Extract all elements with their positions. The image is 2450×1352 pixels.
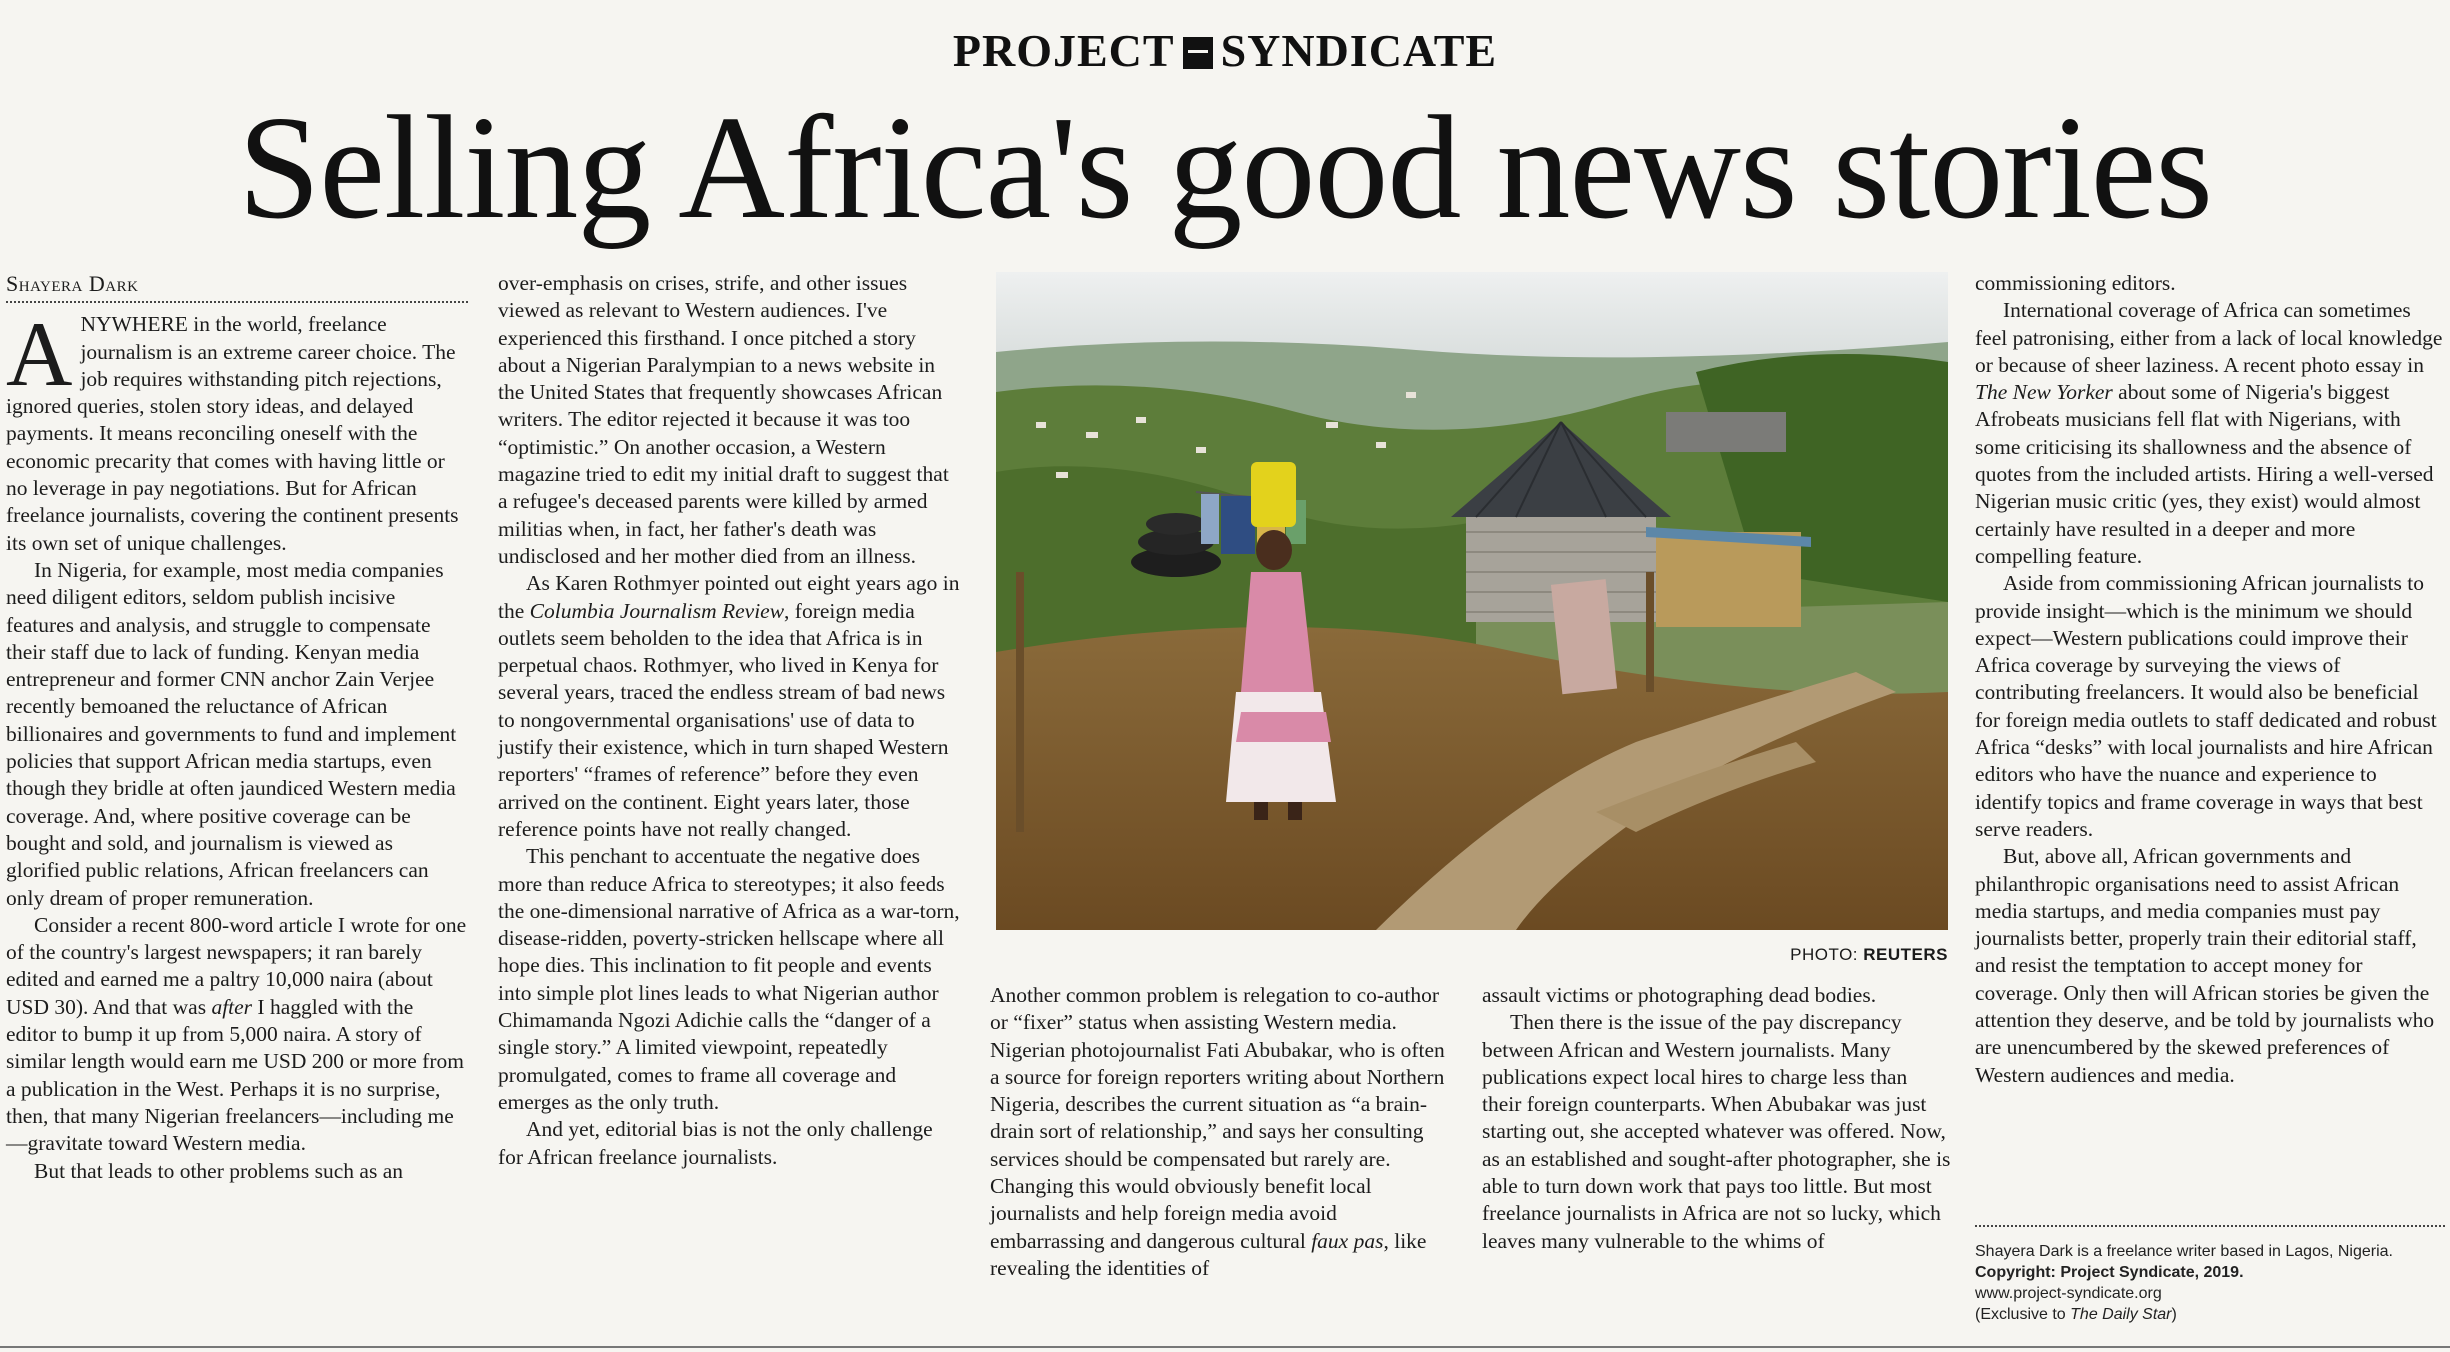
paragraph: And yet, editorial bias is not the only challenge for African freelance journalists.	[498, 1117, 933, 1169]
article-column-2	[498, 270, 963, 1171]
paragraph-text: International coverage of Africa can sometimes feel patronising, either from a lack of local knowledge or because of sheer laziness. A recent photo essay in	[1975, 298, 2443, 377]
paragraph-text: Consider a recent 800-word article I wrote for one of the country's largest newspapers; it ran barely edited and earned me a paltry 10,000 naira (about USD 30). And that was	[6, 912, 467, 1019]
article-column-1	[6, 270, 468, 1185]
paragraph	[498, 570, 963, 843]
paragraph-text: Another common problem is relegation to co-author or “fixer” status when assisting Western media. Nigerian photojournalist Fati Abubakar, who is often a source for foreign reporters writing about Northern Nigeria, describes the current situation as “a brain-drain sort of relationship,” and says her consulting services should be compensated but rarely are. Changing this would obviously benefit local journalists and help foreign media avoid embarrassing and dangerous cultural	[990, 983, 1445, 1253]
paragraph: over-emphasis on crises, strife, and other issues viewed as relevant to Western audiences. I've experienced this firsthand. I once pitched a story about a Nigerian Paralympian to a news website in the United States that frequently showcases African writers. The editor rejected it because it was too “optimistic.” On another occasion, a Western magazine tried to edit my initial draft to suggest that a refugee's deceased parents were killed by armed militias when, in fact, her father's death was undisclosed and her mother died from an illness.	[498, 271, 949, 568]
article-column-4	[1482, 982, 1952, 1255]
emphasis-text: Columbia Journalism Review	[529, 598, 785, 623]
paragraph: This penchant to accentuate the negative does more than reduce Africa to stereotypes; it also feeds the one-dimensional narrative of Africa as a war-torn, disease-ridden, poverty-stricken hellscape where all hope dies. This inclination to fit people and events into simple plot lines leads to what Nigerian author Chimamanda Ngozi Adichie calls the “danger of a single story.” A limited viewpoint, repeatedly promulgated, comes to frame all coverage and emerges as the only truth.	[498, 844, 960, 1114]
masthead	[0, 24, 2450, 77]
paragraph	[6, 303, 468, 557]
paragraph: Then there is the issue of the pay discrepancy between African and Western journalists. Many publications expect local hires to charge less than their foreign counterparts. When Abubakar was just starting out, she accepted whatever was offered. Now, as an established and sought-after photographer, she is able to turn down work that pays too little. But most freelance journalists in Africa are not so lucky, which leaves many vulnerable to the whims of	[1482, 1010, 1951, 1253]
emphasis-text: after	[211, 994, 253, 1019]
masthead-syndicate: SYNDICATE	[1220, 25, 1498, 76]
paragraph	[1975, 297, 2445, 570]
photo-credit	[996, 945, 1948, 965]
article-column-5	[1975, 270, 2445, 1089]
masthead-project: PROJECT	[952, 25, 1175, 76]
paragraph-text: NYWHERE in the world, freelance journalism is an extreme career choice. The job requires withstanding pitch rejections, ignored queries, stolen story ideas, and delayed payments. It means reconciling oneself with the economic precarity that comes with having little or no leverage in pay negotiations. But for African freelance journalists, covering the continent presents its own set of unique challenges.	[6, 312, 459, 555]
article-photo	[996, 272, 1948, 930]
paragraph-text: about some of Nigeria's biggest Afrobeats musicians fell flat with Nigerians, with some criticising its shallowness and the absence of quotes from the included artists. Hiring a well-versed Nigerian music critic (yes, they exist) would almost certainly have resulted in a deeper and more compelling feature.	[1975, 380, 2434, 568]
headline: Selling Africa's good news stories	[238, 86, 2212, 250]
author-bio	[1975, 1225, 2445, 1325]
paragraph: Aside from commissioning African journalists to provide insight—which is the minimum we should expect—Western publications could improve their Africa coverage by surveying the views of contributing freelancers. It would also be beneficial for foreign media outlets to staff dedicated and robust Africa “desks” with local journalists and hire African editors who have the nuance and experience to identify topics and frame coverage in ways that best serve readers.	[1975, 571, 2437, 841]
exclusive-text: (Exclusive to	[1975, 1306, 2071, 1323]
copyright-text: Copyright: Project Syndicate, 2019.	[1975, 1264, 2244, 1281]
bio-line: Shayera Dark is a freelance writer based in Lagos, Nigeria.	[1975, 1243, 2393, 1260]
photo-illustration	[996, 272, 1948, 930]
exclusive-text-end: )	[2171, 1306, 2177, 1323]
photo-credit-source: REUTERS	[1863, 945, 1948, 964]
paragraph: commissioning editors.	[1975, 271, 2176, 295]
paragraph: But, above all, African governments and philanthropic organisations need to assist African media startups, and media companies must pay journalists better, properly train their editorial staff, and resist the temptation to accept money for coverage. Only then will African stories be given the attention they deserve, and be told by journalists who are unencumbered by the skewed preferences of Western audiences and media.	[1975, 844, 2435, 1087]
byline: Shayera Dark	[6, 270, 468, 303]
paragraph-text: I haggled with the editor to bump it up from 5,000 naira. A story of similar length would earn me USD 200 or more from a publication in the West. Perhaps it is no surprise, then, that many Nigerian freelancers—including me—gravitate toward Western media.	[6, 994, 464, 1156]
emphasis-text: faux pas	[1311, 1228, 1384, 1253]
paragraph	[990, 982, 1455, 1282]
exclusive-line	[1975, 1304, 2445, 1325]
paragraph: assault victims or photographing dead bodies.	[1482, 983, 1877, 1007]
emphasis-text: The New Yorker	[1975, 380, 2113, 405]
paragraph-text: As Karen Rothmyer pointed out eight years ago in the	[498, 571, 960, 623]
dropcap: A	[6, 303, 73, 406]
copyright-line	[1975, 1262, 2445, 1283]
photo-credit-label: PHOTO:	[1790, 945, 1859, 964]
paragraph: In Nigeria, for example, most media companies need diligent editors, seldom publish incisive features and analysis, and struggle to compensate their staff due to lack of funding. Kenyan media entrepreneur and former CNN anchor Zain Verjee recently bemoaned the reluctance of African billionaires and governments to fund and implement policies that support African media startups, even though they bridle at often jaundiced Western media coverage. And, where positive coverage can be bought and sold, and journalism is viewed as glorified public relations, African freelancers can only dream of proper remuneration.	[6, 557, 457, 910]
paragraph-text: , like revealing the identities of	[990, 1228, 1427, 1280]
paragraph-text: , foreign media outlets seem beholden to the idea that Africa is in perpetual chaos. Rothmyer, who lived in Kenya for several years, traced the endless stream of bad news to nongovernmental organisations' use of data to justify their existence, which in turn shaped Western reporters' “frames of reference” before they even arrived on the continent. Eight years later, those reference points have not really changed.	[498, 598, 949, 841]
paragraph	[6, 912, 468, 1158]
paragraph: But that leads to other problems such as an	[34, 1158, 404, 1183]
bottom-rule	[0, 1346, 2450, 1348]
website-line: www.project-syndicate.org	[1975, 1285, 2162, 1302]
masthead-logo-icon	[1183, 37, 1213, 69]
newspaper-name: The Daily Star	[2070, 1306, 2172, 1323]
article-column-3	[990, 982, 1455, 1282]
